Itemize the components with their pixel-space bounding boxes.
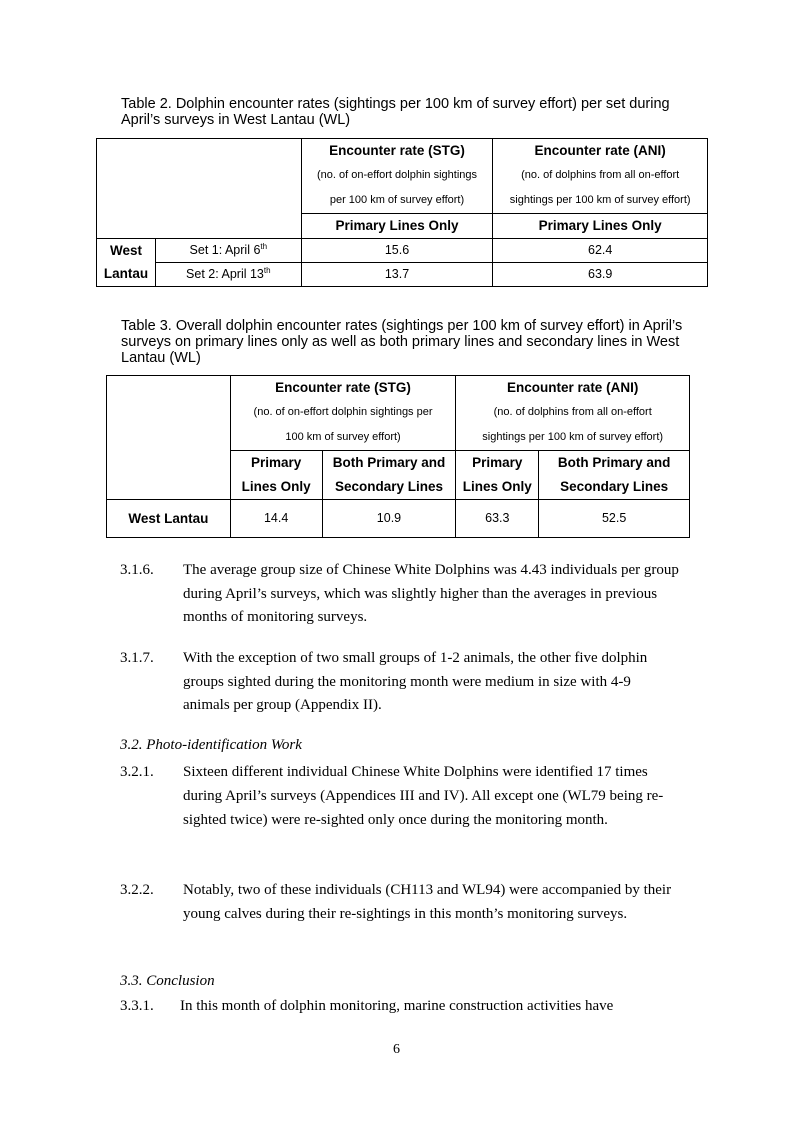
table2-row2-set-sup: th xyxy=(263,265,271,275)
paragraph-3-1-6 xyxy=(120,559,680,630)
table2-stg-primary-only: Primary Lines Only xyxy=(301,213,493,238)
table3-stg-both-value: 10.9 xyxy=(322,499,456,537)
table3-stg-primary-line1: Primary xyxy=(251,454,302,470)
paragraph-text: The average group size of Chinese White Dolphins was 4.43 individuals per group during April’s surveys, which was slightly higher than the averages in previous months of monitoring surveys. xyxy=(183,562,679,625)
table3-stg-both-line1: Both Primary and xyxy=(332,454,446,470)
table2 xyxy=(96,138,708,287)
table3-stg-primary-value: 14.4 xyxy=(230,499,322,537)
table3-ani-primary-line2: Lines Only xyxy=(462,478,532,494)
paragraph-3-2-1 xyxy=(120,760,680,832)
paragraph-number: 3.3.1. xyxy=(120,998,154,1014)
paragraph-number: 3.2.2. xyxy=(120,882,154,898)
table3-ani-both-line1: Both Primary and xyxy=(557,454,671,470)
table3-ani-both-col xyxy=(539,450,690,499)
table2-row2-set-text: Set 2: April 13 xyxy=(186,267,264,281)
table2-area-label-line2: Lantau xyxy=(97,262,156,286)
table2-ani-primary-only: Primary Lines Only xyxy=(493,213,708,238)
paragraph-text: Sixteen different individual Chinese White Dolphins were identified 17 times during April’s surveys (Appendices III and IV). All except one (WL79 being re-sighted twice) were re-sighted only once during the monitoring month. xyxy=(183,764,664,828)
table2-row1-ani: 62.4 xyxy=(493,238,708,262)
table2-ani-title: Encounter rate (ANI) xyxy=(493,139,708,163)
table3-stg-primary-line2: Lines Only xyxy=(241,478,311,494)
table2-row1-set-text: Set 1: April 6 xyxy=(189,243,261,257)
paragraph-text: With the exception of two small groups of 1-2 animals, the other five dolphin groups sighted during the monitoring month were medium in size with 4-9 animals per group (Appendix II). xyxy=(183,650,648,713)
table2-empty-header xyxy=(97,139,302,239)
table2-stg-note-line2: per 100 km of survey effort) xyxy=(329,193,465,206)
table2-ani-note-line1: (no. of dolphins from all on-effort xyxy=(521,168,680,181)
section-heading-conclusion: 3.3. Conclusion xyxy=(120,973,215,989)
table3-stg-note-line2: 100 km of survey effort) xyxy=(285,430,401,443)
table2-stg-note xyxy=(301,163,493,214)
paragraph-number: 3.1.7. xyxy=(120,650,154,666)
table2-row1-set-sup: th xyxy=(260,241,268,251)
paragraph-3-1-7 xyxy=(120,647,680,718)
table2-stg-note-line1: (no. of on-effort dolphin sightings xyxy=(316,168,477,181)
table2-stg-title: Encounter rate (STG) xyxy=(301,139,493,163)
table3-ani-note-line2: sightings per 100 km of survey effort) xyxy=(482,430,664,443)
table3-ani-note xyxy=(456,400,690,451)
paragraph-3-2-2 xyxy=(120,878,680,926)
table3-ani-primary-value: 63.3 xyxy=(456,499,539,537)
section-heading-photo-id: 3.2. Photo-identification Work xyxy=(120,737,302,753)
table3-ani-title: Encounter rate (ANI) xyxy=(456,376,690,400)
table3-caption: Table 3. Overall dolphin encounter rates (sightings per 100 km of survey effort) in April’s surveys on primary lines only as well as both primary lines and secondary lines in West Lantau (WL) xyxy=(121,318,683,366)
table2-ani-note-line2: sightings per 100 km of survey effort) xyxy=(509,193,691,206)
paragraph-number: 3.2.1. xyxy=(120,764,154,780)
table3-stg-primary-col xyxy=(230,450,322,499)
table2-row1-stg: 15.6 xyxy=(301,238,493,262)
paragraph-number: 3.1.6. xyxy=(120,562,154,578)
table2-row2-set xyxy=(155,262,301,286)
paragraph-text: Notably, two of these individuals (CH113 and WL94) were accompanied by their young calves during their re-sightings in this month’s monitoring surveys. xyxy=(183,882,672,922)
table2-area-label-line1: West xyxy=(97,238,156,262)
table3-stg-title: Encounter rate (STG) xyxy=(230,376,456,400)
table2-ani-note xyxy=(493,163,708,214)
table3-stg-both-line2: Secondary Lines xyxy=(334,478,443,494)
table2-caption: Table 2. Dolphin encounter rates (sightings per 100 km of survey effort) per set during April’s surveys in West Lantau (WL) xyxy=(121,96,670,128)
table2-row2-stg: 13.7 xyxy=(301,262,493,286)
table3-ani-primary-line1: Primary xyxy=(472,454,523,470)
table3-ani-primary-col xyxy=(456,450,539,499)
table3-stg-both-col xyxy=(322,450,456,499)
table3-ani-note-line1: (no. of dolphins from all on-effort xyxy=(493,405,652,418)
table3-stg-note xyxy=(230,400,456,451)
table3-ani-both-line2: Secondary Lines xyxy=(560,478,669,494)
table3-row-label: West Lantau xyxy=(107,499,231,537)
paragraph-text: In this month of dolphin monitoring, marine construction activities have xyxy=(180,998,614,1014)
table3 xyxy=(106,375,690,538)
table2-row1-set xyxy=(155,238,301,262)
table3-stg-note-line1: (no. of on-effort dolphin sightings per xyxy=(253,405,433,418)
paragraph-3-3-1 xyxy=(120,995,680,1019)
page-number: 6 xyxy=(393,1042,400,1057)
table3-ani-both-value: 52.5 xyxy=(539,499,690,537)
table3-empty-header xyxy=(107,376,231,500)
table2-row2-ani: 63.9 xyxy=(493,262,708,286)
